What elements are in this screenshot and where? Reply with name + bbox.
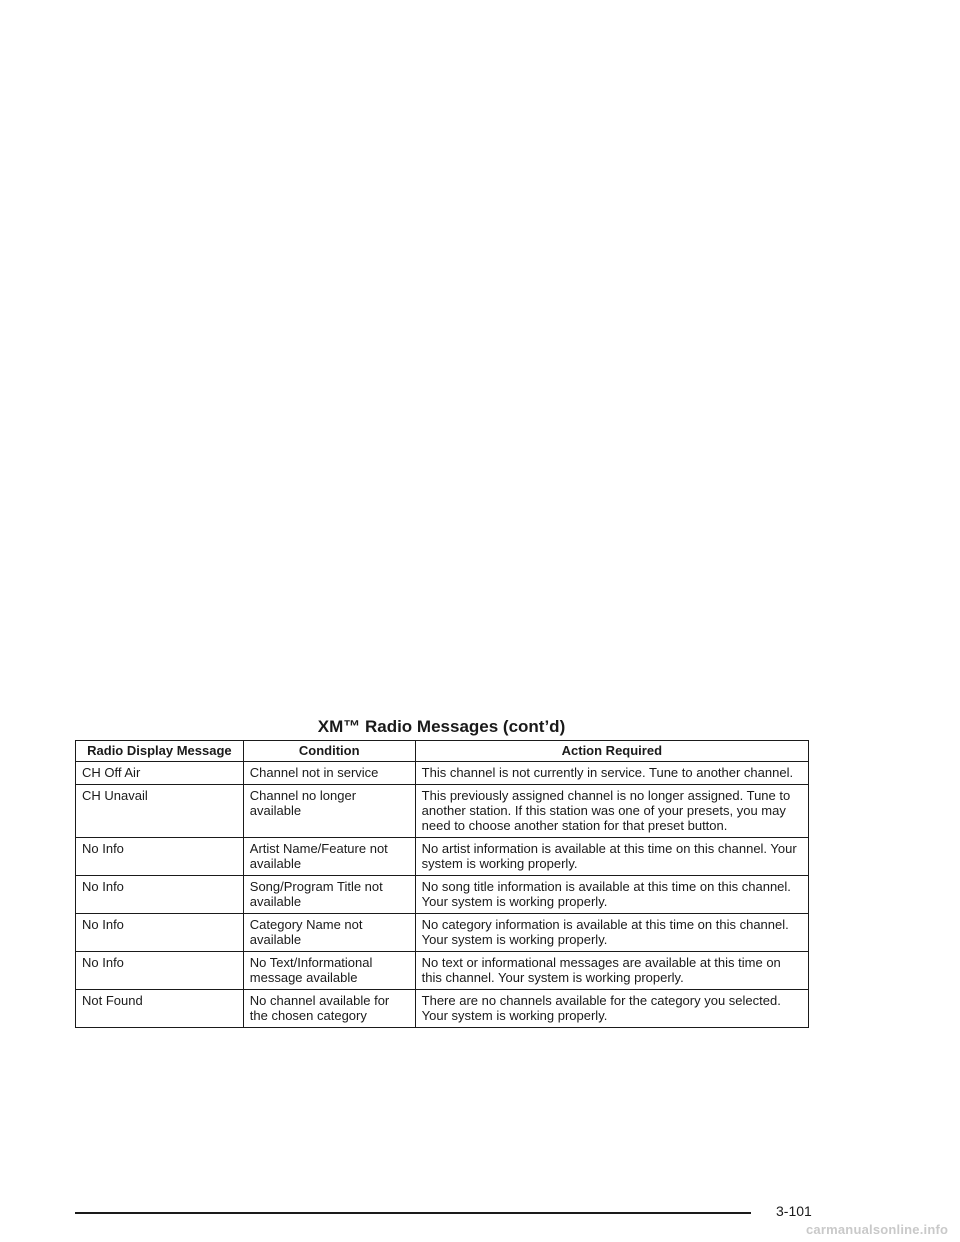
cell-action: This channel is not currently in service. Tune to another channel. <box>415 762 808 785</box>
cell-condition: Category Name not available <box>243 914 415 952</box>
cell-message: No Info <box>76 952 244 990</box>
cell-condition: No channel available for the chosen category <box>243 990 415 1028</box>
header-radio-display-message: Radio Display Message <box>76 741 244 762</box>
footer-rule <box>75 1212 751 1214</box>
cell-message: No Info <box>76 838 244 876</box>
cell-action: There are no channels available for the category you selected. Your system is working properly. <box>415 990 808 1028</box>
cell-condition: Channel no longer available <box>243 785 415 838</box>
cell-message: Not Found <box>76 990 244 1028</box>
table-row <box>76 952 809 990</box>
header-action-required: Action Required <box>415 741 808 762</box>
cell-action: No category information is available at this time on this channel. Your system is working properly. <box>415 914 808 952</box>
table-row <box>76 990 809 1028</box>
cell-action: No song title information is available at this time on this channel. Your system is working properly. <box>415 876 808 914</box>
table-title: XM™ Radio Messages (cont’d) <box>317 717 566 736</box>
cell-condition: Channel not in service <box>243 762 415 785</box>
cell-action: No text or informational messages are available at this time on this channel. Your system is working properly. <box>415 952 808 990</box>
cell-condition: No Text/Informational message available <box>243 952 415 990</box>
radio-messages-table <box>75 740 809 1028</box>
cell-message: CH Off Air <box>76 762 244 785</box>
table-row <box>76 876 809 914</box>
table-row <box>76 914 809 952</box>
cell-message: No Info <box>76 914 244 952</box>
table-row <box>76 762 809 785</box>
cell-action: No artist information is available at this time on this channel. Your system is working properly. <box>415 838 808 876</box>
page-number: 3-101 <box>776 1203 812 1219</box>
cell-message: No Info <box>76 876 244 914</box>
watermark: carmanualsonline.info <box>806 1222 949 1237</box>
cell-condition: Song/Program Title not available <box>243 876 415 914</box>
cell-condition: Artist Name/Feature not available <box>243 838 415 876</box>
header-condition: Condition <box>243 741 415 762</box>
cell-action: This previously assigned channel is no longer assigned. Tune to another station. If this station was one of your presets, you may need to choose another station for that preset button. <box>415 785 808 838</box>
table-row <box>76 838 809 876</box>
cell-message: CH Unavail <box>76 785 244 838</box>
table-row <box>76 785 809 838</box>
table-header-row <box>76 741 809 762</box>
